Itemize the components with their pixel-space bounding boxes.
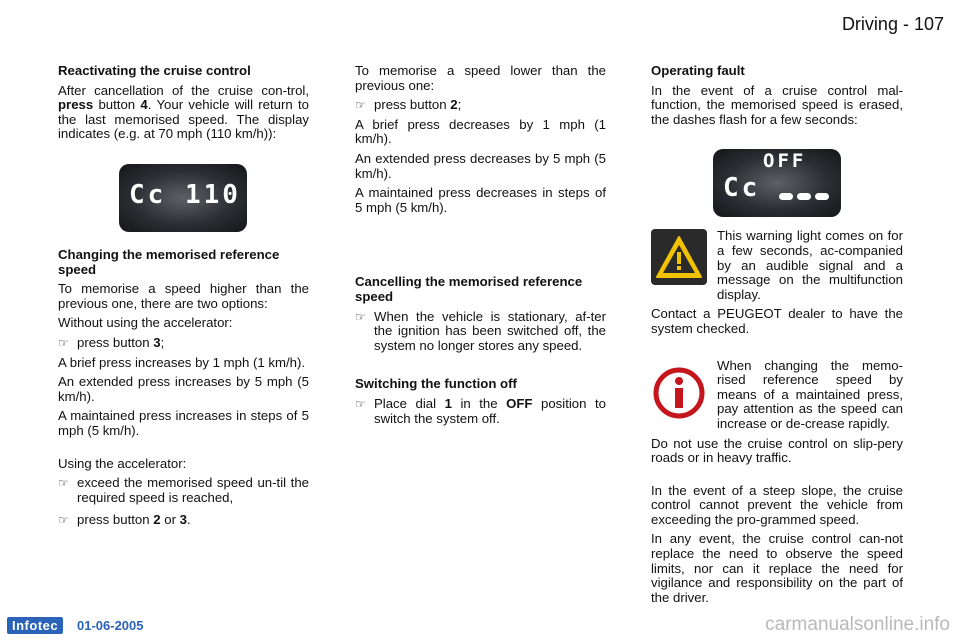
text: or [160,512,180,528]
text: ; [457,97,462,113]
text: . [187,512,191,528]
text: press button [374,97,451,113]
page-number: 107 [913,14,944,34]
paragraph-lower-speed: To memorise a speed lower than the previous one: [355,63,606,93]
text: ; [160,334,165,350]
watermark: carmanualsonline.info [765,614,950,635]
bullet-item [355,310,606,354]
warning-block [651,229,903,307]
pointing-hand-icon: ☞ [355,309,366,324]
paragraph-extended-press: An extended press increases by 5 mph (5 km/h). [58,374,309,404]
heading-cancelling: Cancelling the memorised reference speed [355,274,583,304]
info-block [651,359,903,432]
display-readout: Cc 110 [129,179,241,210]
text-bold: press [58,97,94,113]
button-number: 2 [450,97,458,113]
pointing-hand-icon: ☞ [355,396,366,411]
heading-reactivating: Reactivating the cruise control [58,63,251,78]
column-3 [651,64,903,610]
button-number: 4 [140,97,148,113]
pointing-hand-icon: ☞ [355,98,366,113]
paragraph-slippery-roads: Do not use the cruise control on slip-pery roads or in heavy traffic. [651,435,903,466]
button-number: 3 [179,512,187,528]
pointing-hand-icon: ☞ [58,476,69,491]
warning-text: This warning light comes on for a few seconds, ac-companied by an audible signal and a message on the multifunction display. [717,228,903,302]
bullet-item [58,336,309,351]
paragraph-malfunction: In the event of a cruise control mal-function, the memorised speed is erased, the dashes flash for a few seconds: [651,82,903,127]
footer-date: 01-06-2005 [77,618,144,633]
heading-changing: Changing the memorised reference speed [58,246,280,277]
page-header [842,14,944,35]
display-off-readout: OFF [763,150,807,173]
paragraph-brief-press: A brief press increases by 1 mph (1 km/h). [58,354,305,370]
fault-display-image [713,149,841,217]
information-icon [651,365,711,425]
text: exceed the memorised speed un-til the required speed is reached, [77,475,309,505]
button-number: 3 [153,334,161,350]
text: in the [451,395,507,411]
button-number: 2 [153,512,161,528]
text: press button [77,512,154,528]
infotec-logo: Infotec [7,617,63,634]
heading-operating-fault: Operating fault [651,63,745,78]
text: Place dial [374,395,445,411]
paragraph-two-options: To memorise a speed higher than the previous one, there are two options: [58,281,309,311]
pointing-hand-icon: ☞ [58,513,69,528]
display-cc-readout: Cc [723,173,761,204]
heading-switching-off: Switching the function off [355,376,517,392]
warning-triangle-icon [651,229,711,289]
dashes-icon [797,193,811,200]
paragraph-brief-press: A brief press decreases by 1 mph (1 km/h). [355,116,606,147]
text: position to switch the system off. [374,395,606,426]
pointing-hand-icon: ☞ [58,335,69,350]
paragraph-without-accelerator: Without using the accelerator: [58,315,233,331]
text: After cancellation of the cruise con-trol, [58,82,309,98]
header-separator: - [897,14,914,34]
column-1 [58,64,309,533]
paragraph-vigilance: In any event, the cruise control can-not replace the need to observe the speed limits, nor can it replace the need for vigilance and responsibility on the part of the driver. [651,531,903,605]
paragraph-reactivate [58,84,309,142]
info-text: When changing the memo-rised reference speed by means of a maintained press, pay attention as the speed can increase or de-crease rapidly. [717,357,903,431]
section-title: Driving [841,14,898,34]
bullet-item [355,98,606,113]
paragraph-extended-press: An extended press decreases by 5 mph (5 km/h). [355,150,606,181]
bullet-item [355,397,606,426]
paragraph-steep-slope: In the event of a steep slope, the cruise control cannot prevent the vehicle from exceeding the pro-grammed speed. [651,482,903,527]
paragraph-contact-dealer: Contact a PEUGEOT dealer to have the system checked. [651,306,903,336]
cruise-display-image [119,164,247,232]
text: press button [77,334,154,350]
paragraph-maintained-press: A maintained press decreases in steps of 5 mph (5 km/h). [355,185,606,215]
dashes-icon [779,193,793,200]
dial-number: 1 [444,395,452,411]
text: . Your vehicle will return to the last memorised speed. The display indicates (e.g. at 70 mph (110 km/h)): [58,97,310,142]
bullet-item [58,513,309,528]
paragraph-maintained-press: A maintained press increases in steps of 5 mph (5 km/h). [58,408,309,438]
dashes-icon [815,193,829,200]
off-position: OFF [506,395,533,411]
column-2 [355,64,606,431]
paragraph-using-accelerator: Using the accelerator: [58,455,187,471]
text: When the vehicle is stationary, af-ter the ignition has been switched off, the system no longer stores any speed. [374,308,606,353]
text: button [93,97,141,113]
bullet-item [58,476,309,505]
